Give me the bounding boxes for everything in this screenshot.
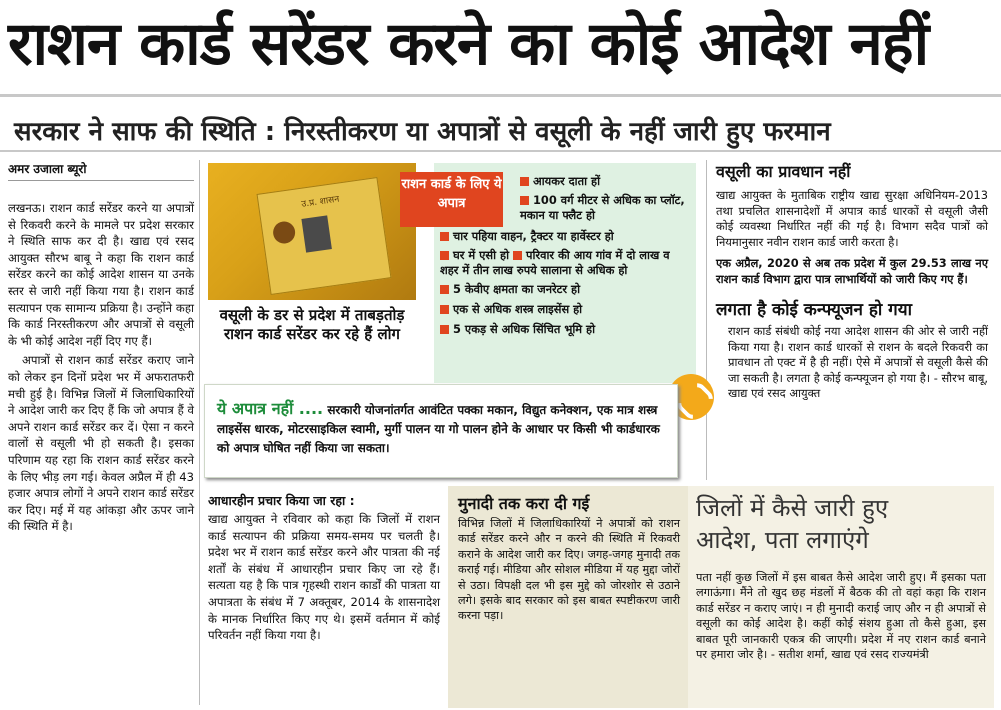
ineligible-item: चार पहिया वाहन, ट्रैक्टर या हार्वेस्टर हो [440,229,690,244]
not-ineligible-body: सरकारी योजनांतर्गत आवंटित पक्का मकान, विद्युत कनेक्शन, एक मात्र शस्त्र लाइसेंस धारक, मोटरसाइकिल स्वामी, मुर्गी पालन या गो पालन होने के आधार पर किसी भी कार्डधारक को अपात्र घोषित नहीं किया जा सकता। [217,403,660,455]
new-cards-paragraph: एक अप्रैल, 2020 से अब तक प्रदेश में कुल 29.53 लाख नए राशन कार्ड विभाग द्वारा पात्र लाभार्थियों को जारी किए गए हैं। [716,256,988,286]
left-paragraph-2: अपात्रों से राशन कार्ड सरेंडर कराए जाने को लेकर इन दिनों प्रदेश भर में अफरातफरी मची हुई है। विभिन्न जिलों में जिलाधिकारियों ने आदेश जारी कर दिए हैं कि जो अपात्र हैं वे अपने राशन कार्ड सरेंडर कर दें। ऐसा न करने वालों से वसूली भी हो सकती है। इसका परिणाम यह रहा कि राशन कार्ड सरेंडर करने के लिए भीड़ लग गई। केवल अप्रैल में ही 43 हजार अपात्र लोगों ने अपने राशन कार्ड सरेंडर कर दिए। मई में यह आंकड़ा और ऊपर जाने की स्थिति में है। [8,353,194,534]
ineligible-item: 5 केवीए क्षमता का जनरेटर हो [440,282,690,297]
ineligible-item: 5 एकड़ से अधिक सिंचित भूमि हो [440,322,690,337]
bullet-icon [440,251,449,260]
confusion-title: लगता है कोई कन्फ्यूजन हो गया [716,300,913,320]
card-text: उ.प्र. शासन [300,194,340,210]
photo-caption: वसूली के डर से प्रदेश में ताबड़तोड़ राशन कार्ड सरेंडर कर रहे हैं लोग [219,306,405,343]
card-photo-box [301,215,331,252]
mid-column-title: आधारहीन प्रचार किया जा रहा : [208,493,355,508]
byline-rule [8,180,194,181]
column-divider [199,160,200,705]
districts-box [688,486,994,708]
districts-title: जिलों में कैसे जारी हुए आदेश, पता लगाएंगे [696,494,889,554]
provision-paragraph: खाद्य आयुक्त के मुताबिक राष्ट्रीय खाद्य सुरक्षा अधिनियम-2013 तथा प्रचलित शासनादेशों में अपात्र कार्ड धारकों से वसूली जैसी कोई व्यवस्था निर्धारित नहीं की गई है। विभाग सदैव पात्रों को नियमानुसार नवीन राशन कार्ड जारी करता है। [716,188,988,249]
ineligible-item: 100 वर्ग मीटर से अधिक का प्लॉट, मकान या फ्लैट हो [520,193,685,222]
logo-mark [673,379,717,423]
card-emblem-icon [272,220,297,245]
mid-column-text: खाद्य आयुक्त ने रविवार को कहा कि जिलों में राशन कार्ड सत्यापन की प्रक्रिया समय-समय पर चलती है। प्रदेश भर में राशन कार्ड सरेंडर करने और पात्रता की नई शर्तों के संबंध में आधारहीन प्रचार किए जा रहे हैं। सत्यता यह है कि पात्र गृहस्थी राशन कार्डों की पात्रता या अपात्रता के संबंध में 7 अक्तूबर, 2014 के शासनादेश के मानक निर्धारित किए गए थे। इसमें वर्तमान में कोई परिवर्तन नहीं किया गया है। [208,512,440,643]
subheadline: सरकार ने साफ की स्थिति : निरस्तीकरण या अपात्रों से वसूली के नहीं जारी हुए फरमान [14,117,831,147]
headline: राशन कार्ड सरेंडर करने का कोई आदेश नहीं [8,9,929,79]
ration-card-photo [208,163,416,300]
bullet-icon [513,251,522,260]
bullet-icon [440,285,449,294]
left-paragraph-1: लखनऊ। राशन कार्ड सरेंडर करने या अपात्रों से रिकवरी करने के मामले पर प्रदेश सरकार ने स्थिति साफ कर दी है। खाद्य एवं रसद आयुक्त सौरभ बाबू ने कहा कि राशन कार्ड सरेंडर करने का कोई आदेश शासन या उनके स्तर से जारी नहीं किया गया है। राशन कार्ड सत्यापन एक सामान्य प्रक्रिया है। उन्होंने कहा कि कार्ड निरस्तीकरण और अपात्रों से वसूली के भी कोई आदेश नहीं दिए गए हैं। [8,201,194,348]
not-ineligible-text [217,399,665,458]
bullet-icon [520,177,529,186]
subhead-rule [0,150,1001,152]
bullet-icon [520,196,529,205]
munadi-text: विभिन्न जिलों में जिलाधिकारियों ने अपात्रों को राशन कार्ड सरेंडर करने और न करने की स्थिति में रिकवरी कराने के आदेश जारी कर दिए। जगह-जगह मुनादी तक कराई गई। मीडिया और सोशल मीडिया में यह मुद्दा जोरों से उठा। विपक्षी दल भी इस मुद्दे को जोरशोर से उठाने लगे। इसके बाद सरकार को इस बाबत स्पष्टीकरण जारी करना पड़ा। [458,517,680,623]
byline: अमर उजाला ब्यूरो [8,162,87,176]
ineligible-tag: राशन कार्ड के लिए ये अपात्र [400,172,503,227]
headline-rule [0,94,1001,97]
ineligible-item: घर में एसी हो परिवार की आय गांव में दो लाख व शहर में तीन लाख रुपये सालाना से अधिक हो [440,248,670,277]
bullet-icon [440,232,449,241]
bullet-icon [440,305,449,314]
bullet-icon [440,325,449,334]
left-column [8,200,194,538]
mid-column [208,492,440,644]
not-ineligible-label: ये अपात्र नहीं .... [217,399,324,418]
provision-title: वसूली का प्रावधान नहीं [716,162,851,181]
right-column [716,160,988,402]
ineligible-list [440,174,690,337]
ineligible-item: एक से अधिक शस्त्र लाइसेंस हो [440,302,690,317]
ineligible-item: आयकर दाता हों [440,174,690,189]
not-ineligible-box [204,384,678,478]
right-column-divider [706,160,707,480]
munadi-title: मुनादी तक करा दी गई [458,494,590,513]
ration-card-image [256,177,391,295]
munadi-box [448,486,688,708]
districts-text: पता नहीं कुछ जिलों में इस बाबत कैसे आदेश जारी हुए। मैं इसका पता लगाऊंगा। मैंने तो खुद छह मंडलों में बैठक की तो वहां कहा कि राशन कार्ड सरेंडर न कराए जाएं। न ही मुनादी कराई जाए और न ही अपात्रों से वसूली का कोई आदेश है। कहीं कोई संशय हुआ तो कैसे हुआ, इस बाबत पूरी जानकारी एकत्र की जाएगी। प्रदेश में नए राशन कार्ड बनाने पर हमारा जोर है। - सतीश शर्मा, खाद्य एवं रसद राज्यमंत्री [696,571,986,662]
confusion-paragraph: राशन कार्ड संबंधी कोई नया आदेश शासन की ओर से जारी नहीं किया गया है। राशन कार्ड धारकों से राशन के बदले रिकवरी का प्रावधान तो एक्ट में है ही नहीं। ऐसे में अपात्रों से वसूली कैसे की जा सकती है। लगता है कोई कन्फ्यूजन हो गया है। - सौरभ बाबू, खाद्य एवं रसद आयुक्त [728,324,988,400]
